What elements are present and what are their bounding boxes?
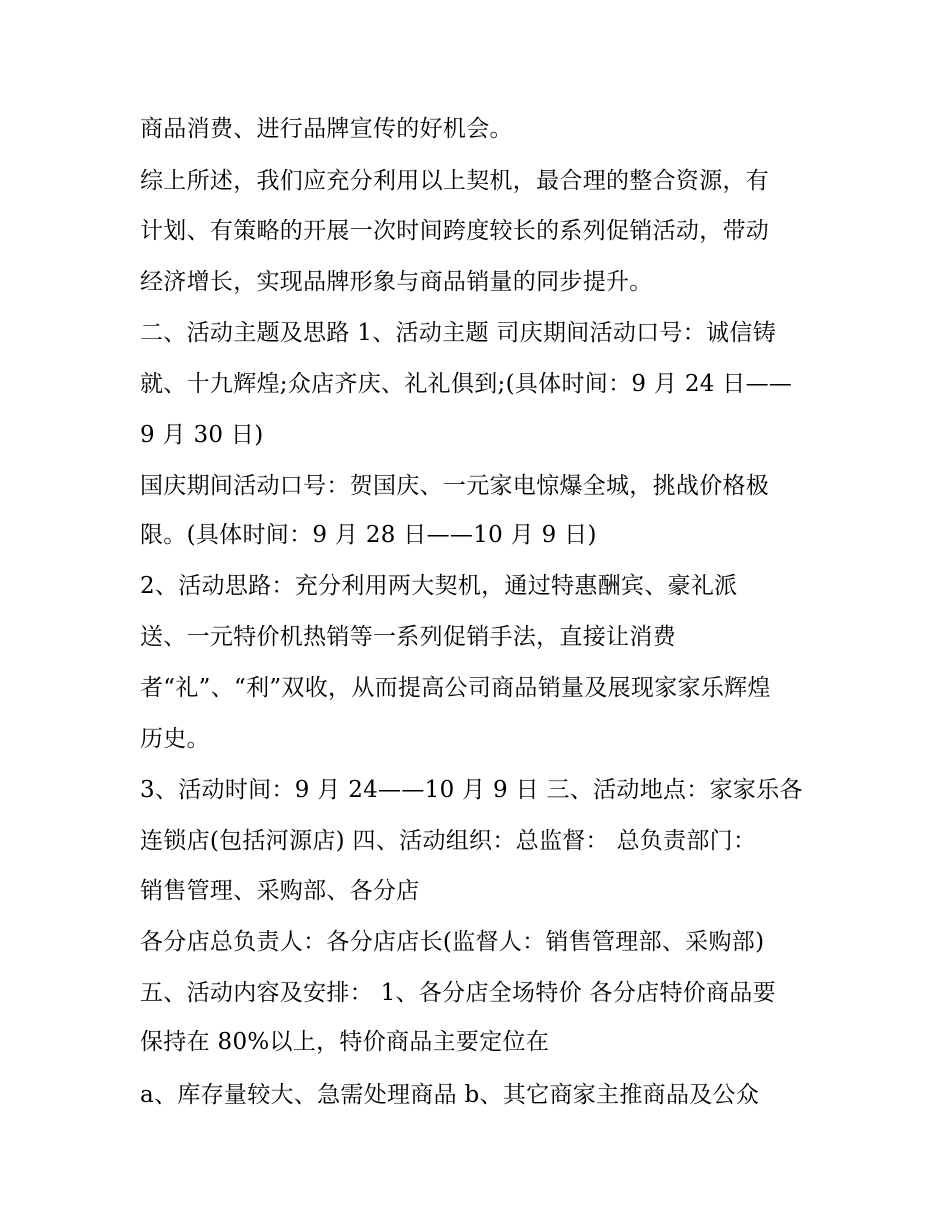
text-line: 经济增长，实现品牌形象与商品销量的同步提升。 — [140, 269, 653, 295]
text-line: a、库存量较大、急需处理商品 b、其它商家主推商品及公众 — [140, 1082, 760, 1108]
text-line: 2、活动思路：充分利用两大契机，通过特惠酬宾、豪礼派 — [140, 573, 738, 599]
text-line: 二、活动主题及思路 1、活动主题 司庆期间活动口号：诚信铸 — [140, 320, 776, 346]
text-line: 各分店总负责人：各分店店长(监督人：销售管理部、采购部) — [140, 929, 765, 955]
text-line: 限。(具体时间：9 月 28 日——10 月 9 日) — [140, 522, 597, 548]
text-line: 者“礼”、“利”双收，从而提高公司商品销量及展现家家乐辉煌 — [140, 675, 771, 701]
text-line: 历史。 — [140, 726, 210, 752]
text-line: 综上所述，我们应充分利用以上契机，最合理的整合资源，有 — [140, 168, 770, 194]
text-line: 保持在 80%以上，特价商品主要定位在 — [140, 1029, 550, 1055]
text-line: 3、活动时间：9 月 24——10 月 9 日 三、活动地点：家家乐各 — [140, 777, 803, 803]
text-line: 国庆期间活动口号：贺国庆、一元家电惊爆全城，挑战价格极 — [140, 473, 770, 499]
text-line: 连锁店(包括河源店) 四、活动组织：总监督： 总负责部门： — [140, 828, 757, 854]
text-line: 送、一元特价机热销等一系列促销手法，直接让消费 — [140, 624, 676, 650]
text-line: 销售管理、采购部、各分店 — [140, 878, 420, 904]
text-line: 计划、有策略的开展一次时间跨度较长的系列促销活动，带动 — [140, 218, 770, 244]
text-line: 商品消费、进行品牌宣传的好机会。 — [140, 116, 513, 142]
text-line: 9 月 30 日) — [140, 422, 264, 448]
text-line: 五、活动内容及安排： 1、各分店全场特价 各分店特价商品要 — [140, 980, 776, 1006]
text-line: 就、十九辉煌;众店齐庆、礼礼俱到;(具体时间：9 月 24 日—— — [140, 371, 793, 397]
